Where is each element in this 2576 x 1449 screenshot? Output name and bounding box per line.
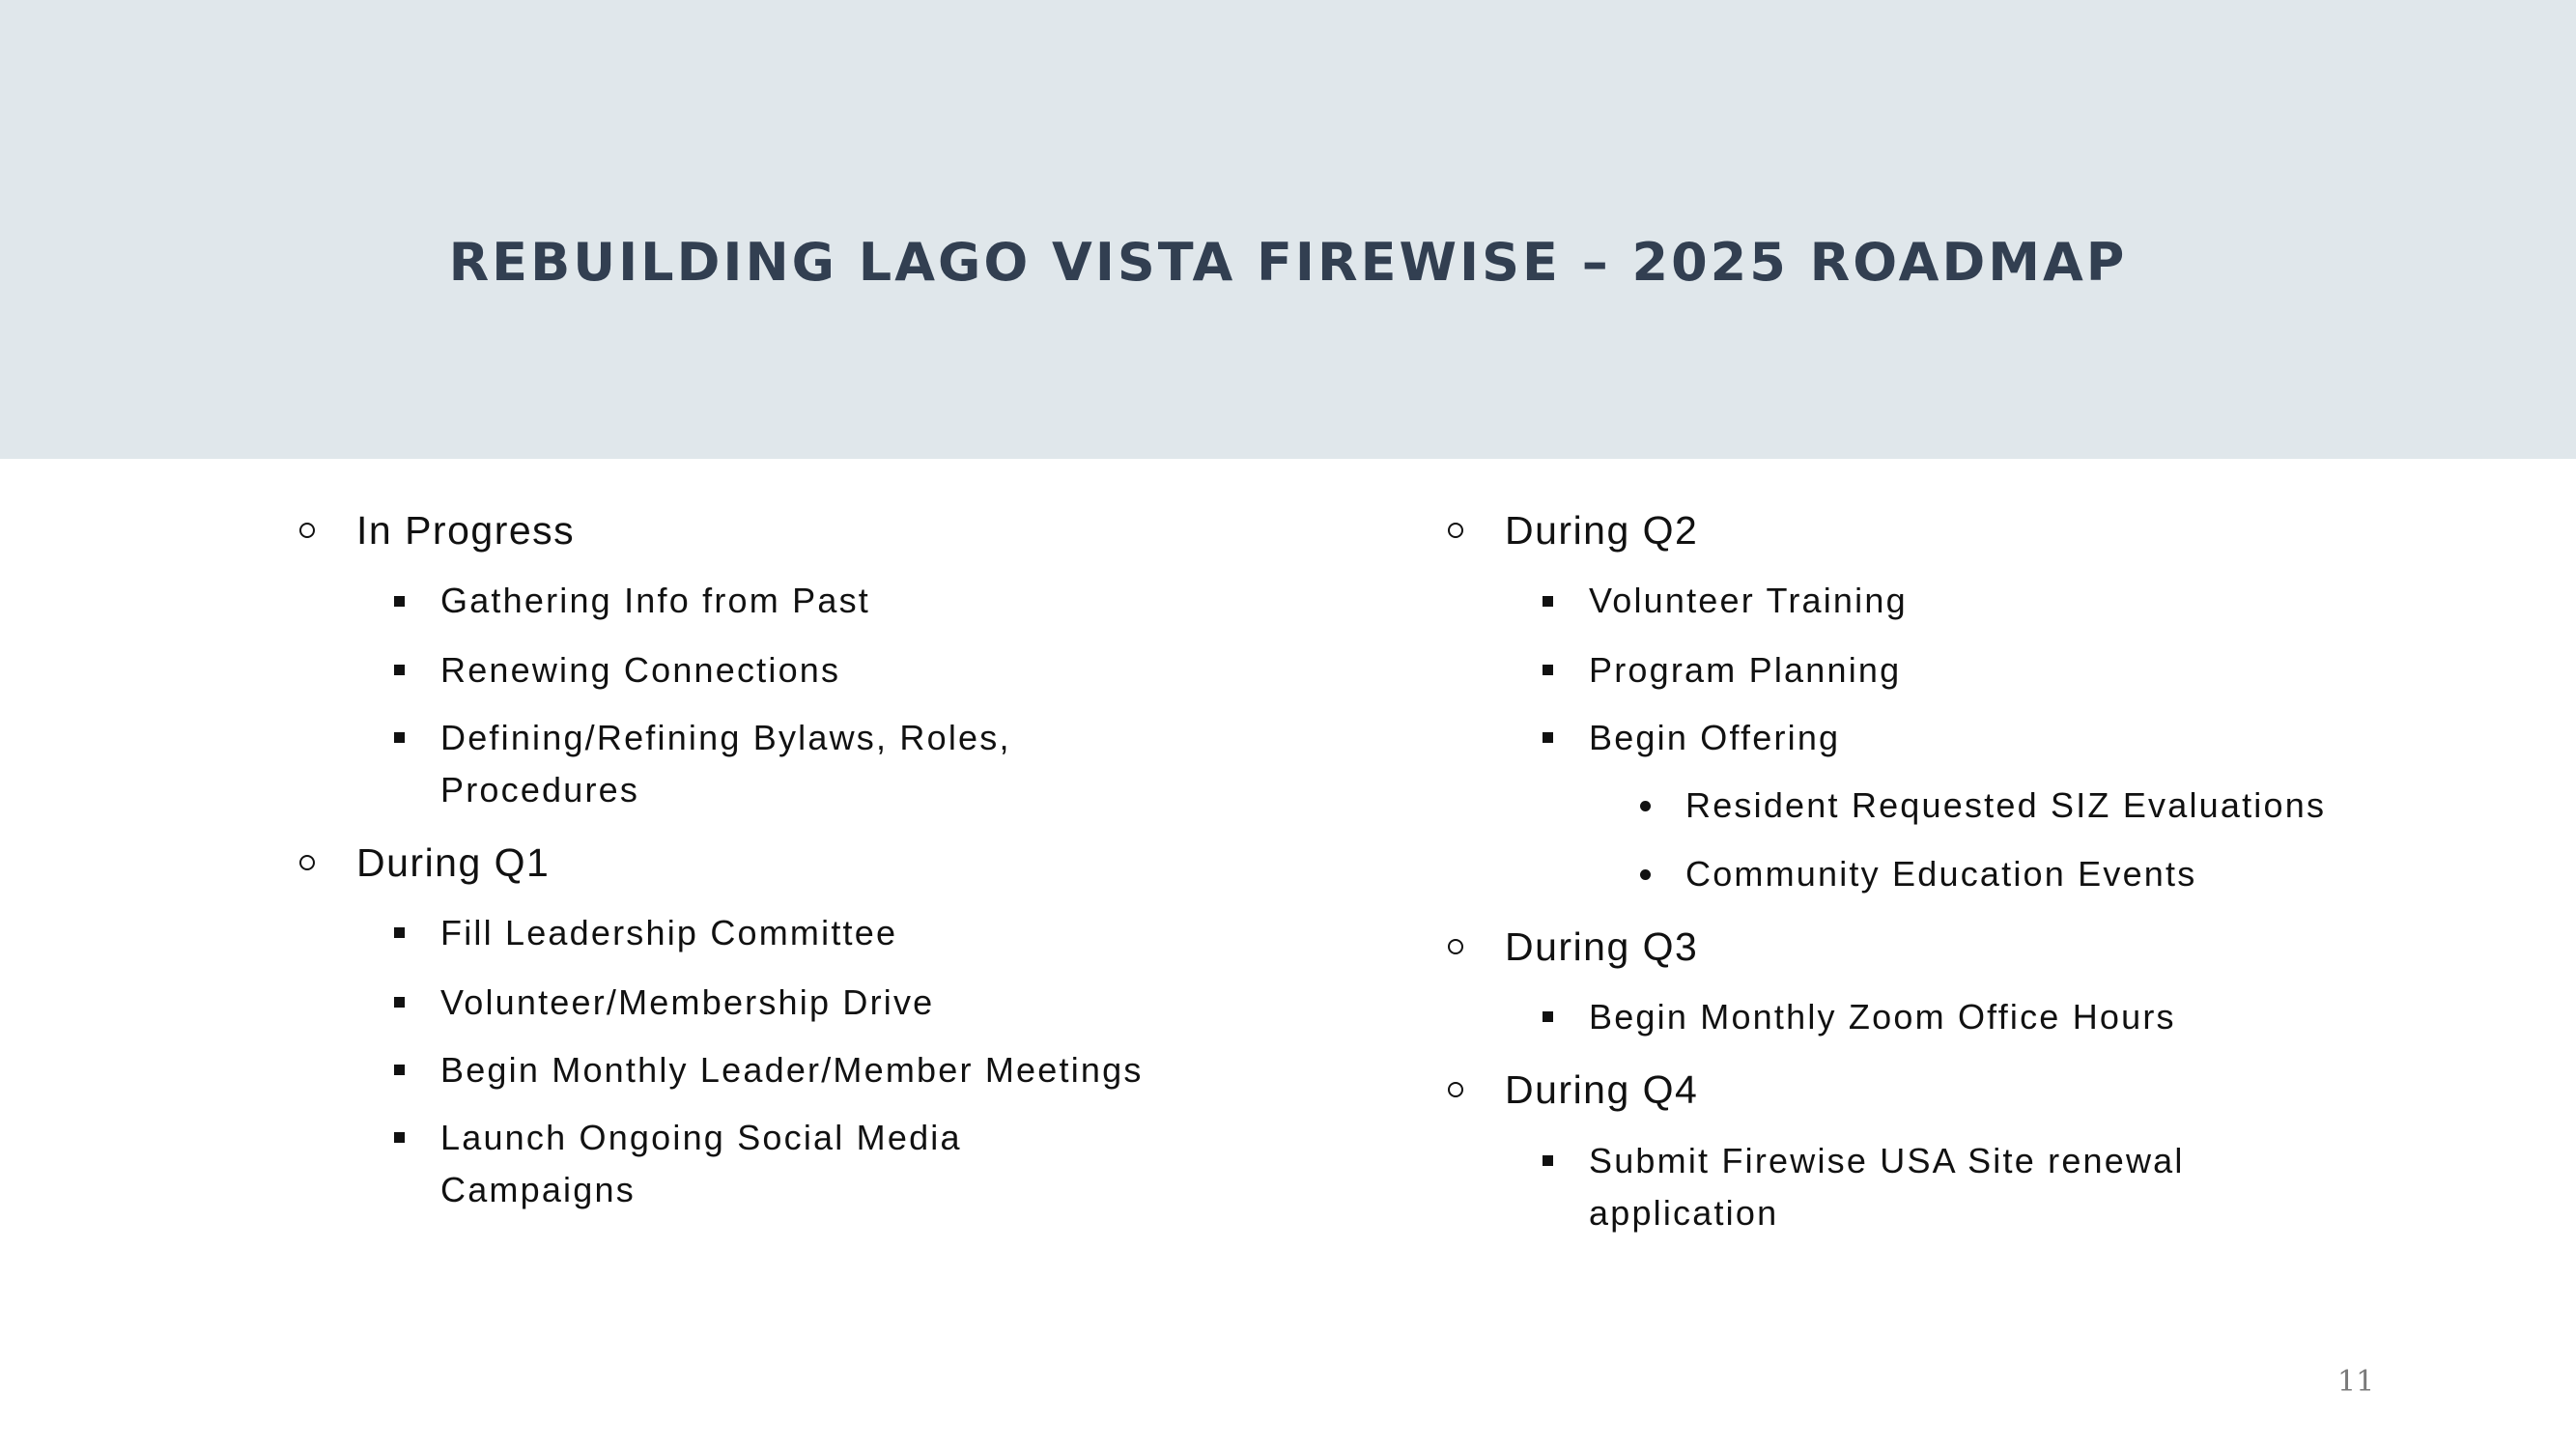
list-item: Submit Firewise USA Site renewal bbox=[1589, 1141, 2185, 1180]
square-bullet-icon bbox=[394, 665, 405, 675]
list-item: Gathering Info from Past bbox=[440, 581, 870, 620]
circle-bullet-icon bbox=[299, 855, 315, 870]
square-bullet-icon bbox=[1543, 1155, 1553, 1166]
square-bullet-icon bbox=[394, 1132, 405, 1143]
square-bullet-icon bbox=[1543, 596, 1553, 607]
section-in-progress: In Progress bbox=[356, 508, 576, 553]
dot-bullet-icon bbox=[1640, 869, 1651, 880]
section-q1: During Q1 bbox=[356, 840, 551, 885]
square-bullet-icon bbox=[1543, 1011, 1553, 1022]
list-item-continuation: application bbox=[1589, 1193, 1779, 1233]
list-item: Defining/Refining Bylaws, Roles, bbox=[440, 718, 1011, 757]
sub-list-item: Resident Requested SIZ Evaluations bbox=[1685, 785, 2327, 825]
list-item-continuation: Campaigns bbox=[440, 1170, 636, 1209]
slide-header bbox=[0, 0, 2576, 459]
square-bullet-icon bbox=[1543, 732, 1553, 743]
list-item: Launch Ongoing Social Media bbox=[440, 1118, 962, 1157]
circle-bullet-icon bbox=[1448, 1082, 1463, 1097]
list-item: Volunteer/Membership Drive bbox=[440, 982, 935, 1022]
list-item: Begin Monthly Leader/Member Meetings bbox=[440, 1050, 1144, 1090]
square-bullet-icon bbox=[394, 732, 405, 743]
section-q2: During Q2 bbox=[1505, 508, 1699, 553]
list-item-continuation: Procedures bbox=[440, 770, 640, 810]
circle-bullet-icon bbox=[1448, 939, 1463, 954]
list-item: Fill Leadership Committee bbox=[440, 913, 898, 952]
circle-bullet-icon bbox=[1448, 523, 1463, 538]
list-item: Begin Offering bbox=[1589, 718, 1841, 757]
square-bullet-icon bbox=[1543, 665, 1553, 675]
section-q3: During Q3 bbox=[1505, 924, 1699, 969]
square-bullet-icon bbox=[394, 997, 405, 1008]
list-item: Volunteer Training bbox=[1589, 581, 1908, 620]
square-bullet-icon bbox=[394, 596, 405, 607]
slide-title: REBUILDING LAGO VISTA FIREWISE – 2025 ROADMAP bbox=[448, 232, 2128, 293]
list-item: Renewing Connections bbox=[440, 650, 841, 690]
list-item: Program Planning bbox=[1589, 650, 1902, 690]
sub-list-item: Community Education Events bbox=[1685, 854, 2197, 894]
section-q4: During Q4 bbox=[1505, 1067, 1699, 1112]
list-item: Begin Monthly Zoom Office Hours bbox=[1589, 997, 2176, 1037]
circle-bullet-icon bbox=[299, 523, 315, 538]
page-number: 11 bbox=[2337, 1365, 2375, 1399]
square-bullet-icon bbox=[394, 1065, 405, 1075]
square-bullet-icon bbox=[394, 927, 405, 938]
dot-bullet-icon bbox=[1640, 801, 1651, 811]
